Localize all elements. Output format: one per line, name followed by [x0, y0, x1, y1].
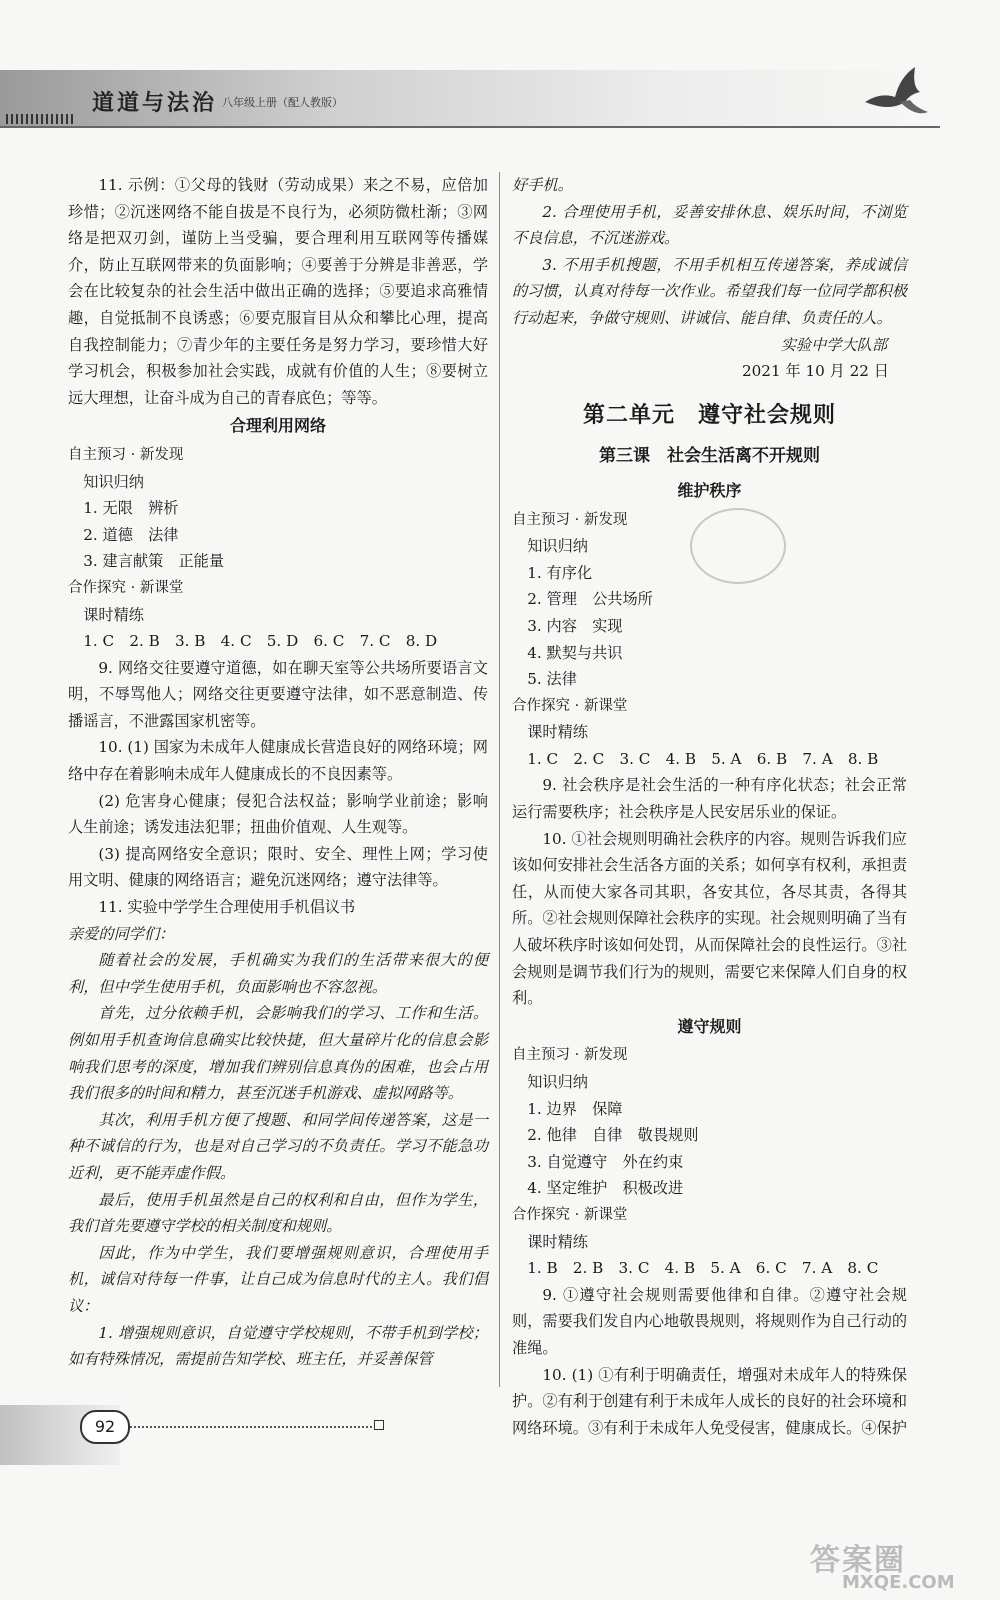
site-watermark: 答案圈 — [810, 1543, 906, 1578]
letter-paragraph: 2. 合理使用手机，妥善安排休息、娱乐时间，不浏览不良信息，不沉迷游戏。 — [512, 202, 907, 248]
answer-10-3: (3) 提高网络安全意识；限时、安全、理性上网；学习使用文明、健康的网络语言；避免沉迷网络；遵守法律等。 — [68, 844, 488, 890]
unit-title: 第二单元 遵守社会规则 — [582, 402, 836, 428]
header-tick-marks — [6, 114, 76, 124]
practice-heading: 课时精练 — [527, 723, 588, 742]
preview-heading: 自主预习 · 新发现 — [512, 1047, 628, 1064]
knowledge-item: 3. 建言献策 正能量 — [83, 552, 225, 571]
knowledge-heading: 知识归纳 — [527, 537, 588, 556]
answer-10-2: (2) 危害身心健康；侵犯合法权益；影响学业前途；影响人生前途；诱发违法犯罪；扭曲价值观、人生观等。 — [68, 791, 488, 837]
knowledge-heading: 知识归纳 — [83, 472, 144, 491]
page-number: 92 — [80, 1410, 130, 1444]
section-title-order: 维护秩序 — [677, 480, 742, 500]
coop-heading: 合作探究 · 新课堂 — [512, 697, 628, 714]
letter-paragraph: 因此，作为中学生，我们要增强规则意识，合理使用手机，诚信对待每一件事，让自己成为信息时代的主人。我们倡议： — [68, 1243, 488, 1315]
knowledge-heading: 知识归纳 — [527, 1073, 588, 1091]
answer-9: 9. ①遵守社会规则需要他律和自律。②遵守社会规则，需要我们发自内心地敬畏规则，将规则作为自己行动的准绳。 — [512, 1285, 907, 1357]
letter-paragraph: 3. 不用手机搜题，不用手机相互传递答案，养成诚信的习惯，认真对待每一次作业。希望我们每一位同学都积极行动起来，争做守规则、讲诚信、能自律、负责任的人。 — [512, 255, 907, 327]
bird-logo-icon — [860, 62, 930, 122]
knowledge-item: 3. 内容 实现 — [527, 616, 623, 635]
answer-11-example: 11. 示例：①父母的钱财（劳动成果）来之不易，应倍加珍惜；②沉迷网络不能自拔是不良行为，必须防微杜渐；③网络是把双刃剑，谨防上当受骗，要合理利用互联网等传播媒介，防止互联网带来的负面影响；④要善于分辨是非善恶，学会在比较复杂的社会生活中做出正确的选择；⑤要追求高雅情趣，自觉抵制不良诱惑；⑥要克服盲目从众和攀比心理，提高自我控制能力；⑦青少年的主要任务是努力学习，要珍惜大好学习机会，积极参加社会实践，成就有价值的人生；⑧要树立远大理想，让奋斗成为自己的青春底色；等等。 — [68, 176, 488, 407]
book-subtitle: 八年级上册（配人教版） — [222, 96, 343, 109]
knowledge-item: 1. 无限 辨析 — [83, 499, 179, 518]
knowledge-item: 2. 他律 自律 敬畏规则 — [527, 1126, 699, 1145]
answer-9: 9. 网络交往要遵守道德，如在聊天室等公共场所要语言文明，不辱骂他人；网络交往更要遵守法律，如不恶意制造、传播谣言，不泄露国家机密等。 — [68, 658, 488, 730]
coop-heading: 合作探究 · 新课堂 — [68, 579, 184, 596]
answer-10-1: 10. (1) 国家为未成年人健康成长营造良好的网络环境；网络中存在着影响未成年人健康成长的不良因素等。 — [68, 738, 488, 784]
answer-10: 10. ①社会规则明确社会秩序的内容。规则告诉我们应该如何安排社会生活各方面的关系；如何享有权利，承担责任，从而使大家各司其职，各安其位，各尽其责，各得其所。②社会规则保障社会秩序的实现。社会规则明确了当有人破坏秩序时该如何处罚，从而保障社会的良性运行。③社会规则是调节我们行为的规则，需要它来保障人们自身的权利。 — [512, 829, 907, 1008]
section-title-network: 合理利用网络 — [229, 416, 326, 436]
knowledge-item: 1. 有序化 — [527, 563, 593, 582]
knowledge-item: 4. 默契与共识 — [527, 643, 623, 662]
page-header — [0, 70, 940, 128]
footer-dotted-line — [130, 1426, 372, 1428]
letter-paragraph: 其次，利用手机方便了搜题、和同学间传递答案，这是一种不诚信的行为，也是对自己学习的不负责任。学习不能急功近利，更不能弄虚作假。 — [68, 1110, 488, 1182]
preview-heading: 自主预习 · 新发现 — [512, 511, 628, 528]
practice-heading: 课时精练 — [83, 605, 144, 624]
knowledge-item: 2. 道德 法律 — [83, 525, 179, 544]
coop-heading: 合作探究 · 新课堂 — [512, 1206, 628, 1223]
answer-11-title: 11. 实验中学学生合理使用手机倡议书 — [98, 898, 356, 917]
knowledge-item: 1. 边界 保障 — [527, 1099, 623, 1118]
preview-heading: 自主预习 · 新发现 — [68, 446, 184, 463]
answer-10-1: 10. (1) ①有利于明确责任，增强对未成年人的特殊保护。②有利于创建有利于未成年人成长的良好的社会环境和网络环境。③有利于未成年人免受侵害，健康成长。④保护 — [512, 1365, 907, 1437]
choice-answers: 1. B 2. B 3. C 4. B 5. A 6. C 7. A 8. C — [527, 1259, 879, 1278]
stamp-watermark — [690, 508, 786, 584]
site-watermark-url: MXQE.COM — [842, 1572, 955, 1593]
lesson-title: 第三课 社会生活离不开规则 — [599, 446, 820, 467]
left-column — [68, 172, 488, 1373]
column-divider — [499, 172, 500, 1387]
letter-paragraph: 首先，过分依赖手机，会影响我们的学习、工作和生活。例如用手机查询信息确实比较快捷，但大量碎片化的信息会影响我们思考的深度，增加我们辨别信息真伪的困难，也会占用我们很多的时间和精力，甚至沉迷手机游戏、虚拟网路等。 — [68, 1004, 488, 1103]
knowledge-item: 4. 坚定维护 积极改进 — [527, 1179, 684, 1198]
book-title: 道道与法治 — [92, 91, 218, 116]
letter-signature: 实验中学大队部 — [780, 335, 887, 354]
footer-square-icon — [374, 1420, 384, 1430]
section-title-rules: 遵守规则 — [677, 1016, 742, 1036]
knowledge-item: 5. 法律 — [527, 670, 577, 689]
letter-date: 2021 年 10 月 22 日 — [741, 362, 889, 381]
letter-paragraph: 1. 增强规则意识，自觉遵守学校规则，不带手机到学校；如有特殊情况，需提前告知学校、班主任，并妥善保管 — [68, 1323, 488, 1369]
letter-greeting: 亲爱的同学们： — [68, 924, 175, 943]
letter-paragraph: 随着社会的发展，手机确实为我们的生活带来很大的便利，但中学生使用手机，负面影响也不容忽视。 — [68, 951, 488, 996]
choice-answers: 1. C 2. B 3. B 4. C 5. D 6. C 7. C 8. D — [83, 632, 438, 651]
letter-continuation: 好手机。 — [512, 176, 573, 194]
choice-answers: 1. C 2. C 3. C 4. B 5. A 6. B 7. A 8. B — [527, 749, 879, 768]
letter-paragraph: 最后，使用手机虽然是自己的权利和自由，但作为学生，我们首先要遵守学校的相关制度和规则。 — [68, 1190, 488, 1236]
knowledge-item: 3. 自觉遵守 外在约束 — [527, 1152, 684, 1171]
answer-9: 9. 社会秩序是社会生活的一种有序化状态；社会正常运行需要秩序；社会秩序是人民安居乐业的保证。 — [512, 776, 907, 822]
right-column — [512, 172, 907, 1441]
knowledge-item: 2. 管理 公共场所 — [527, 590, 653, 609]
practice-heading: 课时精练 — [527, 1232, 588, 1251]
